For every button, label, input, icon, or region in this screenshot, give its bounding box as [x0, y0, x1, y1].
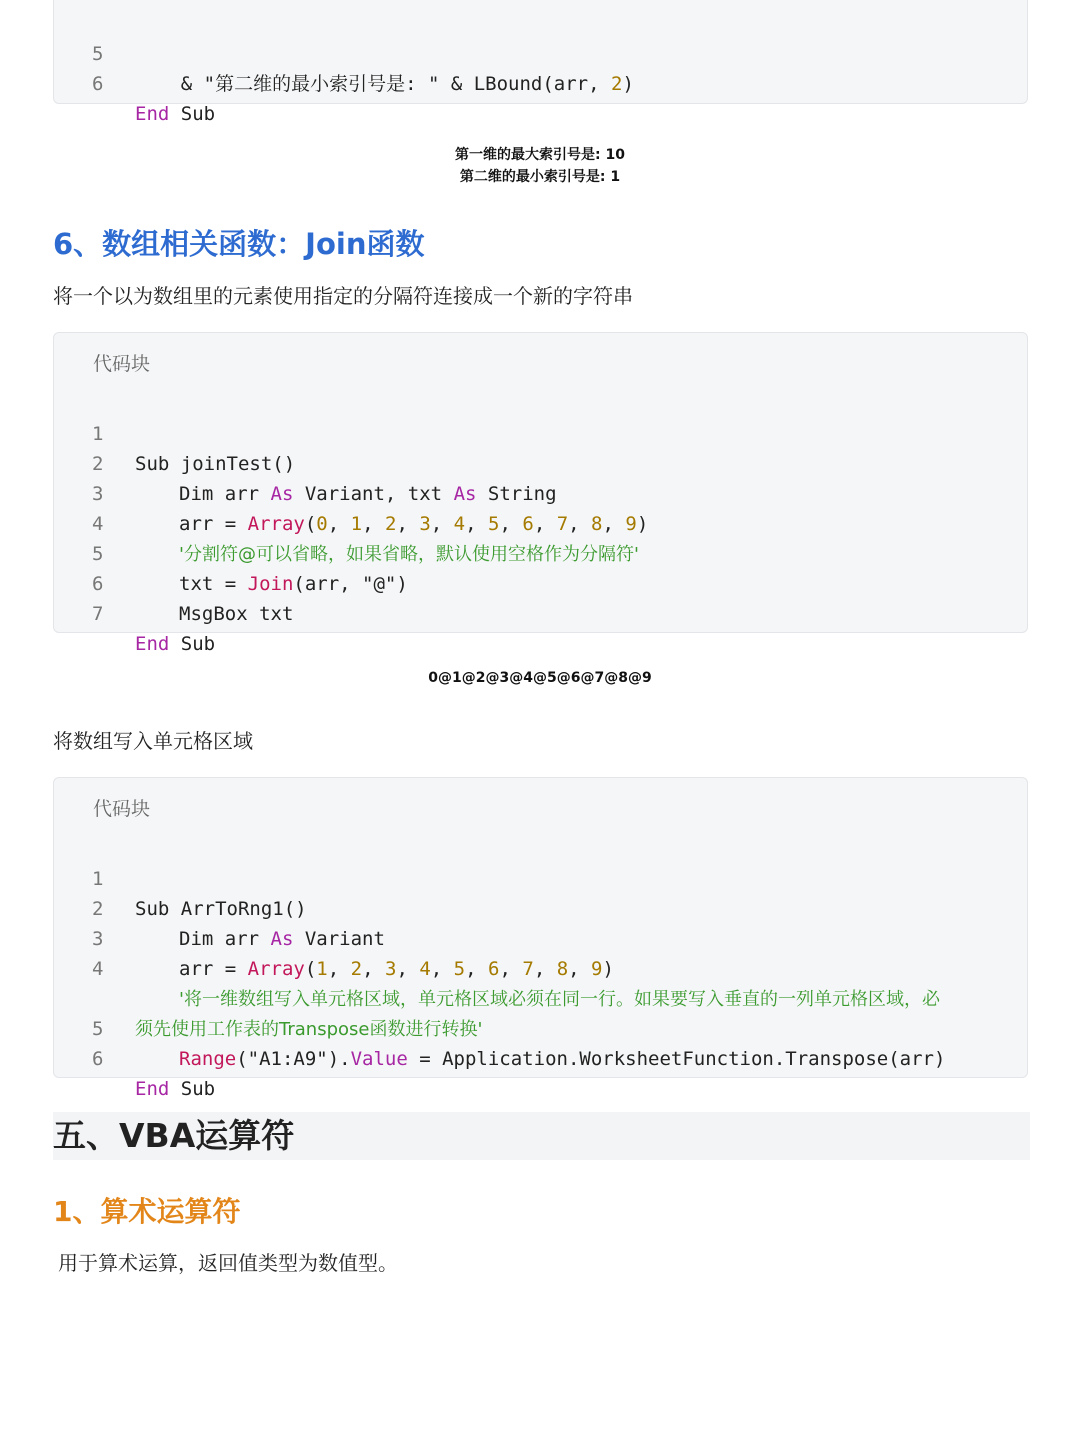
- code-token: String: [476, 483, 557, 505]
- code-token: 5: [453, 958, 466, 980]
- code-token: 2: [384, 513, 397, 535]
- code-token: 1: [350, 513, 363, 535]
- code-token: = Application.WorksheetFunction.Transpose(arr): [407, 1048, 946, 1070]
- code-token: txt =: [179, 573, 248, 595]
- line-number: 1: [92, 868, 104, 890]
- code-token: ,: [327, 513, 351, 535]
- code-token: ,: [533, 513, 557, 535]
- code-token: End: [135, 633, 170, 655]
- code-token: ,: [499, 513, 523, 535]
- code-token: Sub ArrToRng1(): [135, 898, 307, 920]
- code-token: 1: [316, 958, 328, 980]
- code-token: MsgBox txt: [179, 603, 294, 625]
- code-token: ,: [430, 513, 454, 535]
- code-token: ,: [396, 958, 420, 980]
- section-heading: 6、数组相关函数：Join函数: [53, 227, 425, 261]
- code-token: 3: [384, 958, 397, 980]
- code-text: [135, 629, 215, 659]
- code-token: ,: [499, 958, 523, 980]
- code-token: As: [270, 928, 294, 950]
- code-token: Variant, txt: [293, 483, 454, 505]
- output-text-line: 第二维的最小索引号是: 1: [459, 169, 621, 185]
- code-token: ,: [602, 513, 626, 535]
- line-number: 7: [92, 603, 104, 625]
- subsection-description: 用于算术运算，返回值类型为数值型。: [58, 1251, 398, 1275]
- code-token: 8: [591, 513, 603, 535]
- code-token: 7: [522, 958, 534, 980]
- code-token: 4: [453, 513, 466, 535]
- code-token: 6: [522, 513, 534, 535]
- section-description: 将一个以为数组里的元素使用指定的分隔符连接成一个新的字符串: [53, 284, 633, 308]
- code-text: [135, 99, 215, 129]
- code-token: ): [602, 958, 614, 980]
- code-token: 2: [610, 73, 623, 95]
- code-token: ,: [430, 958, 454, 980]
- code-token: As: [453, 483, 477, 505]
- code-token: ,: [396, 513, 420, 535]
- code-token: ,: [327, 958, 351, 980]
- code-token: (: [304, 513, 317, 535]
- code-token: Value: [350, 1048, 408, 1070]
- line-number: 1: [92, 423, 104, 445]
- code-token: ): [622, 73, 634, 95]
- code-token: Range: [179, 1048, 237, 1070]
- code-block-join: [53, 332, 1028, 655]
- code-text: [135, 599, 293, 629]
- code-token: arr =: [179, 958, 248, 980]
- code-block-label: 代码块: [93, 798, 151, 820]
- code-text: [135, 1074, 215, 1104]
- output-text: 0@1@2@3@4@5@6@7@8@9: [428, 670, 652, 686]
- code-token: Array: [247, 513, 305, 535]
- code-token: Sub: [169, 103, 216, 125]
- line-number: 6: [92, 573, 104, 595]
- paragraph: 将数组写入单元格区域: [53, 729, 253, 753]
- code-token: End: [135, 103, 170, 125]
- line-number: 3: [92, 483, 104, 505]
- line-number: 5: [92, 543, 104, 565]
- code-block-label: 代码块: [93, 353, 151, 375]
- code-token: 6: [488, 958, 500, 980]
- code-token: As: [270, 483, 294, 505]
- line-number: 2: [92, 453, 104, 475]
- code-token: Array: [247, 958, 305, 980]
- line-number: 3: [92, 928, 104, 950]
- code-token: 0: [316, 513, 328, 535]
- code-token: '分割符@可以省略，如果省略，默认使用空格作为分隔符': [179, 544, 639, 565]
- line-number: 6: [92, 1048, 104, 1070]
- subsection-heading: 1、算术运算符: [53, 1195, 241, 1228]
- code-token: 8: [556, 958, 569, 980]
- code-token: ,: [533, 958, 557, 980]
- line-number: 5: [92, 43, 104, 65]
- line-number: 6: [92, 73, 104, 95]
- code-token: (arr, "@"): [293, 573, 408, 595]
- code-token: Dim arr: [179, 483, 271, 505]
- code-block-top: [53, 0, 1028, 125]
- line-number: 4: [92, 958, 104, 980]
- code-token: ,: [362, 513, 385, 535]
- code-token: ,: [568, 513, 592, 535]
- code-token: & "第二维的最小索引号是: " & LBound(arr,: [135, 73, 611, 95]
- code-token: 9: [591, 958, 603, 980]
- code-token: Variant: [293, 928, 385, 950]
- code-token: 须先使用工作表的Transpose函数进行转换': [135, 1019, 483, 1040]
- code-token: arr =: [179, 513, 248, 535]
- line-number: 4: [92, 513, 104, 535]
- code-token: '将一维数组写入单元格区域，单元格区域必须在同一行。如果要写入垂直的一列单元格区域，必: [179, 989, 940, 1010]
- chapter-heading: 五、VBA运算符: [53, 1112, 1030, 1160]
- code-token: 7: [556, 513, 569, 535]
- line-number: 5: [92, 1018, 104, 1040]
- code-token: Join: [247, 573, 294, 595]
- code-token: ("A1:A9").: [236, 1048, 351, 1070]
- code-token: 5: [488, 513, 500, 535]
- code-text: [135, 69, 634, 99]
- code-token: ,: [465, 958, 489, 980]
- code-line: [54, 389, 1027, 475]
- code-line: [54, 834, 1027, 920]
- code-block-range: [53, 777, 1028, 1100]
- line-number: 2: [92, 898, 104, 920]
- code-token: ): [636, 513, 649, 535]
- code-token: ,: [465, 513, 489, 535]
- code-token: (: [304, 958, 317, 980]
- code-token: Dim arr: [179, 928, 271, 950]
- code-token: ,: [362, 958, 385, 980]
- code-token: Sub: [169, 1078, 216, 1100]
- code-token: 2: [350, 958, 363, 980]
- code-text: [135, 1044, 945, 1074]
- code-token: 4: [419, 958, 431, 980]
- code-token: Sub: [169, 633, 216, 655]
- code-token: 3: [419, 513, 431, 535]
- code-token: Sub joinTest(): [135, 453, 296, 475]
- code-token: ,: [568, 958, 592, 980]
- code-token: 9: [625, 513, 637, 535]
- output-text-line: 第一维的最大索引号是: 10: [455, 147, 625, 163]
- code-token: End: [135, 1078, 170, 1100]
- code-line: [54, 9, 1027, 95]
